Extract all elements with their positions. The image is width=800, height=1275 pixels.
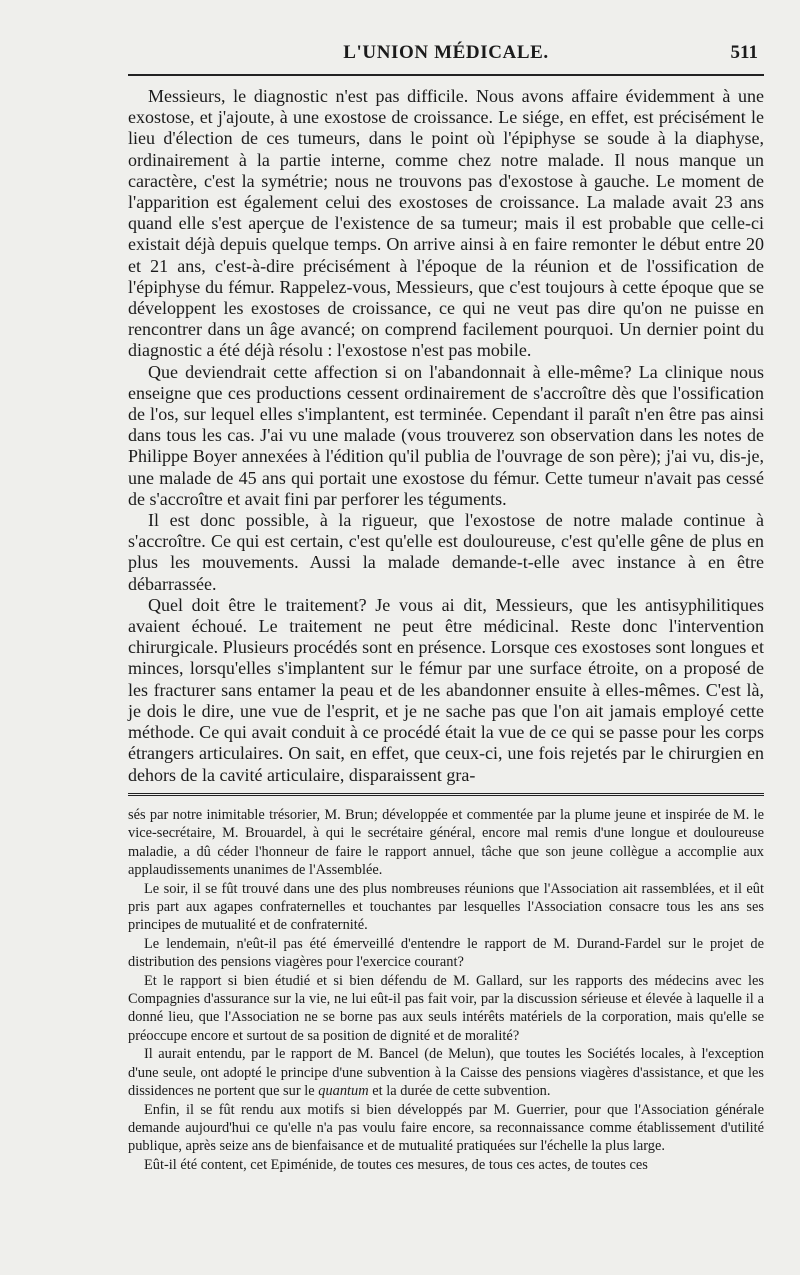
feuilleton-separator-rule <box>128 793 764 796</box>
page-number: 511 <box>730 42 758 63</box>
feuilleton-paragraph: Le lendemain, n'eût-il pas été émerveillé d'entendre le rapport de M. Durand-Fardel sur le projet de distribution des pensions viagères pour l'exercice courant? <box>128 935 764 971</box>
page-header <box>128 38 764 68</box>
italic-term: quantum <box>318 1083 369 1100</box>
feuilleton-text: et la durée de cette subvention. <box>372 1083 551 1100</box>
article-paragraph: Quel doit être le traitement? Je vous ai dit, Messieurs, que les antisyphilitiques avaient échoué. Le traitement ne peut être médicinal. Reste donc l'intervention chirurgicale. Plusieurs procédés sont en présence. Lorsque ces exostoses sont longues et minces, lorsqu'elles s'implantent sur le fémur par une surface étroite, on a proposé de les fracturer sans entamer la peau et de les abandonner ensuite à elles-mêmes. C'est là, je dois le dire, une vue de l'esprit, et je ne sache pas que l'on ait jamais employé cette méthode. Ce qui avait conduit à ce procédé était la vue de ce qui se passe pour les corps étrangers articulaires. On sait, en effet, que ceux-ci, une fois rejetés par le chirurgien en dehors de la cavité articulaire, disparaissent gra- <box>128 594 764 785</box>
header-rule <box>128 74 764 76</box>
article-paragraph: Messieurs, le diagnostic n'est pas difficile. Nous avons affaire évidemment à une exostose, et j'ajoute, à une exostose de croissance. Le siége, en effet, est précisément le lieu d'élection de ces tumeurs, dans le point où l'épiphyse se soude à la diaphyse, ordinairement à la partie interne, comme chez notre malade. Il nous manque un caractère, c'est la symétrie; nous ne trouvons pas d'exostose à gauche. Le moment de l'apparition est également celui des exostoses de croissance. La malade avait 23 ans quand elle s'est aperçue de l'existence de sa tumeur; mais il est probable que celle-ci existait déjà depuis quelque temps. On arrive ainsi à en faire remonter le début entre 20 et 21 ans, c'est-à-dire précisément à l'époque de la réunion et de l'ossification de l'épiphyse du fémur. Rappelez-vous, Messieurs, que c'est toujours à cette époque que se développent les exostoses de croissance, ce qui ne veut pas dire qu'on ne puisse en rencontrer dans un âge avancé; on comprend facilement pourquoi. Un dernier point du diagnostic a été déjà résolu : l'exostose n'est pas mobile. <box>128 86 764 361</box>
article-paragraph: Il est donc possible, à la rigueur, que l'exostose de notre malade continue à s'accroître. Ce qui est certain, c'est qu'elle est douloureuse, c'est qu'elle gêne de plus en plus les mouvements. Aussi la malade demande-t-elle avec instance à en être débarrassée. <box>128 510 764 594</box>
feuilleton-text: Il aurait entendu, par le rapport de M. Bancel (de Melun), que toutes les Sociétés locales, à l'exception d'une seule, ont adopté le principe d'une subvention à la Caisse des pensions viagères d'assistance, et que les dissidences ne portent que sur le <box>128 1046 764 1100</box>
feuilleton-section <box>128 806 764 1174</box>
main-article <box>128 86 764 786</box>
feuilleton-paragraph: Le soir, il se fût trouvé dans une des plus nombreuses réunions que l'Association ait rassemblées, et il eût pris part aux agapes confraternelles et touchantes par lesquelles l'Association consacre tous les ans ses principes de mutualité et de confraternité. <box>128 880 764 934</box>
article-paragraph: Que deviendrait cette affection si on l'abandonnait à elle-même? La clinique nous enseigne que ces productions cessent ordinairement de s'accroître dès que l'ossification de l'os, sur lequel elles s'implantent, est terminée. Cependant il paraît n'en être pas ainsi dans tous les cas. J'ai vu une malade (vous trouverez son observation dans les notes de Philippe Boyer annexées à l'édition qu'il publia de l'ouvrage de son père); j'ai vu, dis-je, une malade de 45 ans qui portait une exostose du fémur. Cette tumeur n'avait pas cessé de s'accroître et avait fini par perforer les téguments. <box>128 361 764 509</box>
feuilleton-paragraph <box>128 1045 764 1100</box>
feuilleton-paragraph: sés par notre inimitable trésorier, M. Brun; développée et commentée par la plume jeune et inspirée de M. le vice-secrétaire, M. Brouardel, à qui le secrétaire général, encore mal remis d'une longue et douloureuse maladie, a dû céder l'honneur de faire le rapport annuel, tâche que son jeune collègue a accomplie aux applaudissements unanimes de l'Assemblée. <box>128 807 764 879</box>
feuilleton-paragraph: Enfin, il se fût rendu aux motifs si bien développés par M. Guerrier, pour que l'Association générale demande aujourd'hui ce qu'elle n'a pas voulu faire encore, sa reconnaissance comme établissement d'utilité publique, après seize ans de bienfaisance et de mutualité pratiquées sur l'échelle la plus large. <box>128 1101 764 1155</box>
running-title: L'UNION MÉDICALE. <box>343 42 549 63</box>
feuilleton-paragraph: Et le rapport si bien étudié et si bien défendu de M. Gallard, sur les rapports des médecins avec les Compagnies d'assurance sur la vie, ne lui eût-il pas fait voir, par la discussion sérieuse et élevée à laquelle il a donné lieu, que l'Association ne se borne pas aux seuls intérêts matériels de la corporation, mais qu'elle se préoccupe encore et surtout de sa position de dignité et de moralité? <box>128 972 764 1044</box>
feuilleton-paragraph: Eût-il été content, cet Epiménide, de toutes ces mesures, de tous ces actes, de toutes ces <box>144 1156 648 1173</box>
